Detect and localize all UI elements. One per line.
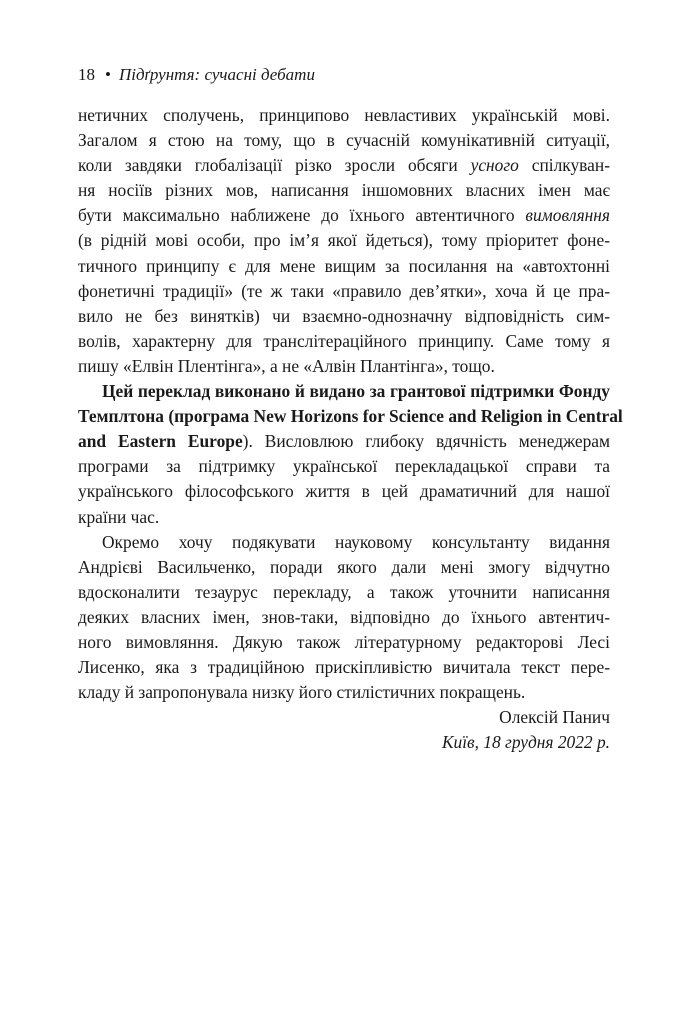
text-line bbox=[78, 404, 623, 429]
text-line: тичного принципу є для мене вищим за посилання на «автохтонні bbox=[78, 255, 610, 276]
header-separator: • bbox=[105, 65, 111, 84]
text-segment: спілкуван- bbox=[518, 155, 610, 176]
signature-place-date bbox=[78, 730, 610, 755]
text-line: Окремо хочу подякувати науковому консультанту видання bbox=[102, 531, 610, 552]
text-line: Андрієві Васильченко, поради якого дали мені змогу відчутно bbox=[78, 556, 610, 577]
running-header bbox=[78, 62, 315, 88]
bold-text: and Eastern Europe bbox=[78, 431, 243, 452]
paragraph-3 bbox=[78, 530, 610, 706]
text-line: Загалом я стою на тому, що в сучасній комунікативній ситуації, bbox=[78, 130, 610, 151]
paragraph-1 bbox=[78, 103, 610, 379]
text-line bbox=[78, 379, 610, 404]
emphasis-text: усного bbox=[470, 155, 519, 176]
text-segment: бути максимально наближене до їхнього автентичного bbox=[78, 205, 526, 226]
text-line: деяких власних імен, знов-таки, відповідно до їхнього автентич- bbox=[78, 606, 610, 627]
running-title: Підґрунтя: сучасні дебати bbox=[118, 65, 315, 84]
place-date-text: Київ, 18 грудня 2022 р. bbox=[441, 732, 610, 753]
signature-name: Олексій Панич bbox=[499, 707, 610, 728]
text-line: ня носіїв різних мов, написання іншомовних власних імен має bbox=[78, 180, 610, 201]
text-line: програми за підтримку української перекладацької справи та bbox=[78, 456, 610, 477]
text-line: Лисенко, яка з традиційною прискіпливістю вичитала текст пере- bbox=[78, 657, 610, 678]
text-line: нетичних сполучень, принципово невластивих українській мові. bbox=[78, 105, 610, 125]
text-line: українського філософського життя в цей драматичний для нашої bbox=[78, 481, 610, 502]
bold-text: Темплтона (програма New Horizons for Science and Religion in Central bbox=[78, 406, 623, 427]
text-segment: коли завдяки глобалізації різко зросли обсяги bbox=[78, 155, 471, 176]
text-line: кладу й запропонувала низку його стилістичних покращень. bbox=[78, 682, 526, 703]
text-line: вило не без винятків) чи взаємно-однозначну відповідність сим- bbox=[78, 305, 610, 326]
text-line: пишу «Елвін Плентінга», а не «Алвін Плантінга», тощо. bbox=[78, 355, 495, 376]
text-line bbox=[78, 429, 610, 454]
text-line: волів, характерну для транслітераційного принципу. Саме тому я bbox=[78, 330, 610, 351]
text-segment: ). Висловлюю глибоку вдячність менеджерам bbox=[242, 431, 610, 452]
emphasis-text: вимовляння bbox=[525, 205, 610, 226]
text-line bbox=[78, 203, 610, 228]
bold-text: Цей переклад виконано й видано за грантової підтримки Фонду bbox=[102, 381, 610, 402]
paragraph-2 bbox=[78, 379, 623, 530]
text-line: ного вимовляння. Дякую також літературному редакторові Лесі bbox=[78, 631, 610, 652]
text-line: фонетичні традиції» (те ж таки «правило дев’ятки», хоча й це пра- bbox=[78, 280, 610, 301]
text-line: країни час. bbox=[78, 506, 160, 527]
page-body bbox=[78, 103, 623, 755]
text-line: (в рідній мові особи, про ім’я якої йдеться), тому пріоритет фоне- bbox=[78, 230, 610, 251]
text-line: вдосконалити тезаурус перекладу, а також уточнити написання bbox=[78, 581, 610, 602]
text-line bbox=[78, 153, 610, 178]
page-number: 18 bbox=[78, 65, 95, 84]
